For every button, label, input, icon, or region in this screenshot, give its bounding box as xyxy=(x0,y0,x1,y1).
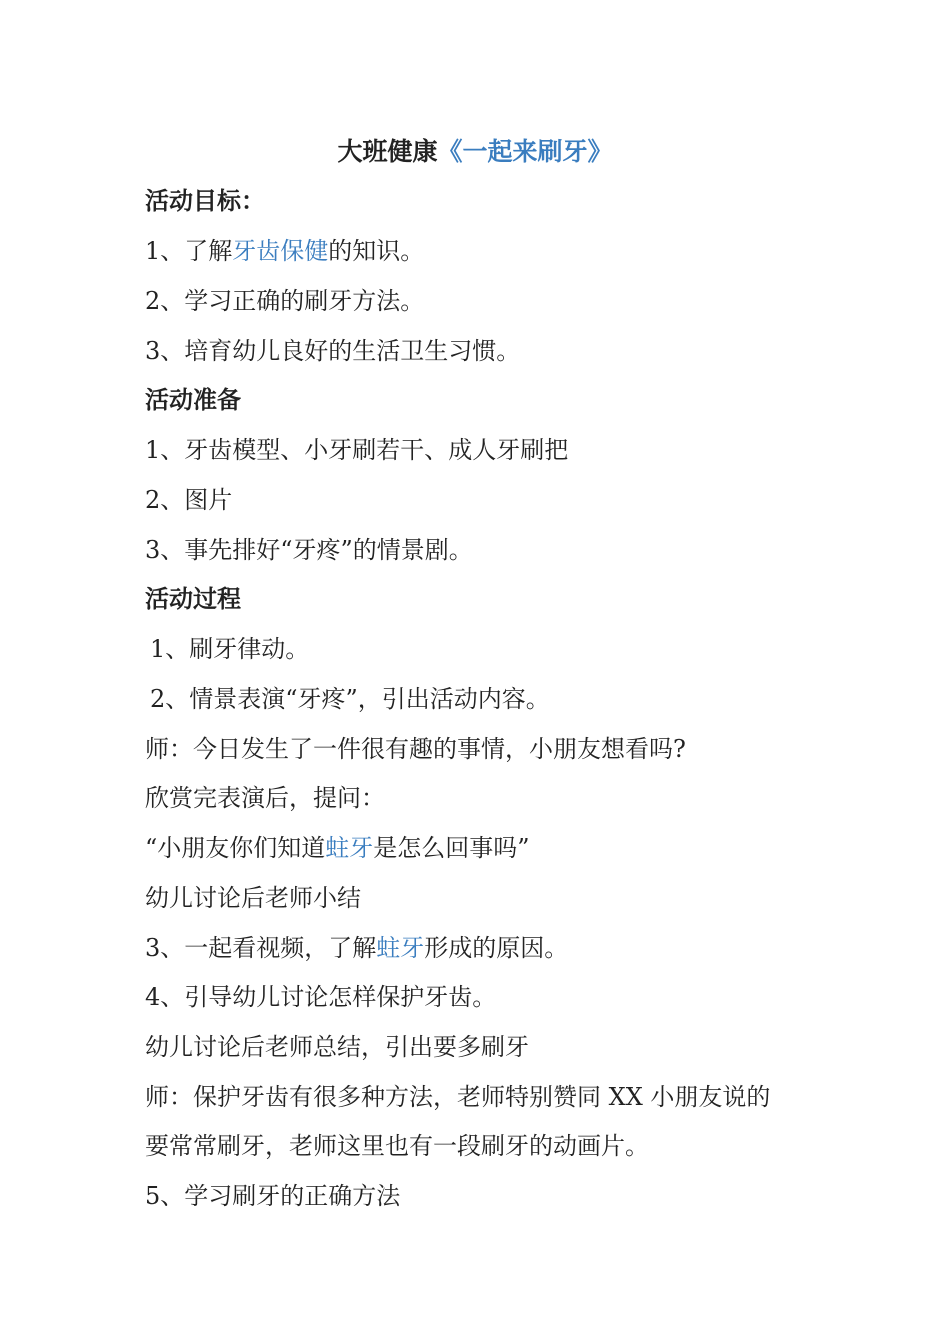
goal-item-1-link[interactable]: 牙齿保健 xyxy=(232,237,329,265)
prep-item-1: 1、牙齿模型、小牙刷若干、成人牙刷把 xyxy=(145,436,569,464)
summary-line-1: 幼儿讨论后老师小结 xyxy=(145,884,361,912)
page-title xyxy=(0,132,950,172)
process-step-3 xyxy=(145,928,568,968)
step-3-suffix: 形成的原因。 xyxy=(424,934,569,962)
process-step-2: 2、情景表演“牙疼”，引出活动内容。 xyxy=(150,685,550,713)
question-suffix: 是怎么回事吗” xyxy=(373,834,530,862)
prep-heading: 活动准备 xyxy=(145,385,241,414)
question-line xyxy=(145,828,530,868)
summary-line-2: 幼儿讨论后老师总结，引出要多刷牙 xyxy=(145,1033,529,1061)
after-show-line: 欣赏完表演后，提问： xyxy=(145,784,385,812)
prep-item-3: 3、事先排好“牙疼”的情景剧。 xyxy=(145,536,473,564)
question-link[interactable]: 蛀牙 xyxy=(325,834,374,862)
prep-item-2: 2、图片 xyxy=(145,486,233,514)
goal-item-1 xyxy=(145,231,424,271)
teacher-line-2a: 师：保护牙齿有很多种方法，老师特别赞同 XX 小朋友说的 xyxy=(145,1083,771,1111)
goal-item-1-suffix: 的知识。 xyxy=(328,237,425,265)
process-step-1: 1、刷牙律动。 xyxy=(150,635,310,663)
step-3-link[interactable]: 蛀牙 xyxy=(376,934,425,962)
goal-item-1-prefix: 1、了解 xyxy=(145,237,233,265)
title-link[interactable]: 《一起来刷牙》 xyxy=(437,137,613,166)
process-step-4: 4、引导幼儿讨论怎样保护牙齿。 xyxy=(145,983,497,1011)
teacher-line-2b: 要常常刷牙，老师这里也有一段刷牙的动画片。 xyxy=(145,1132,649,1160)
question-prefix: “小朋友你们知道 xyxy=(145,834,326,862)
title-prefix: 大班健康 xyxy=(337,137,438,166)
goal-item-2: 2、学习正确的刷牙方法。 xyxy=(145,287,425,315)
step-3-prefix: 3、一起看视频，了解 xyxy=(145,934,377,962)
process-heading: 活动过程 xyxy=(145,584,241,613)
teacher-line-1: 师：今日发生了一件很有趣的事情，小朋友想看吗? xyxy=(145,735,686,763)
goals-heading: 活动目标： xyxy=(145,186,265,215)
goal-item-3: 3、培育幼儿良好的生活卫生习惯。 xyxy=(145,337,521,365)
process-step-5: 5、学习刷牙的正确方法 xyxy=(145,1182,401,1210)
